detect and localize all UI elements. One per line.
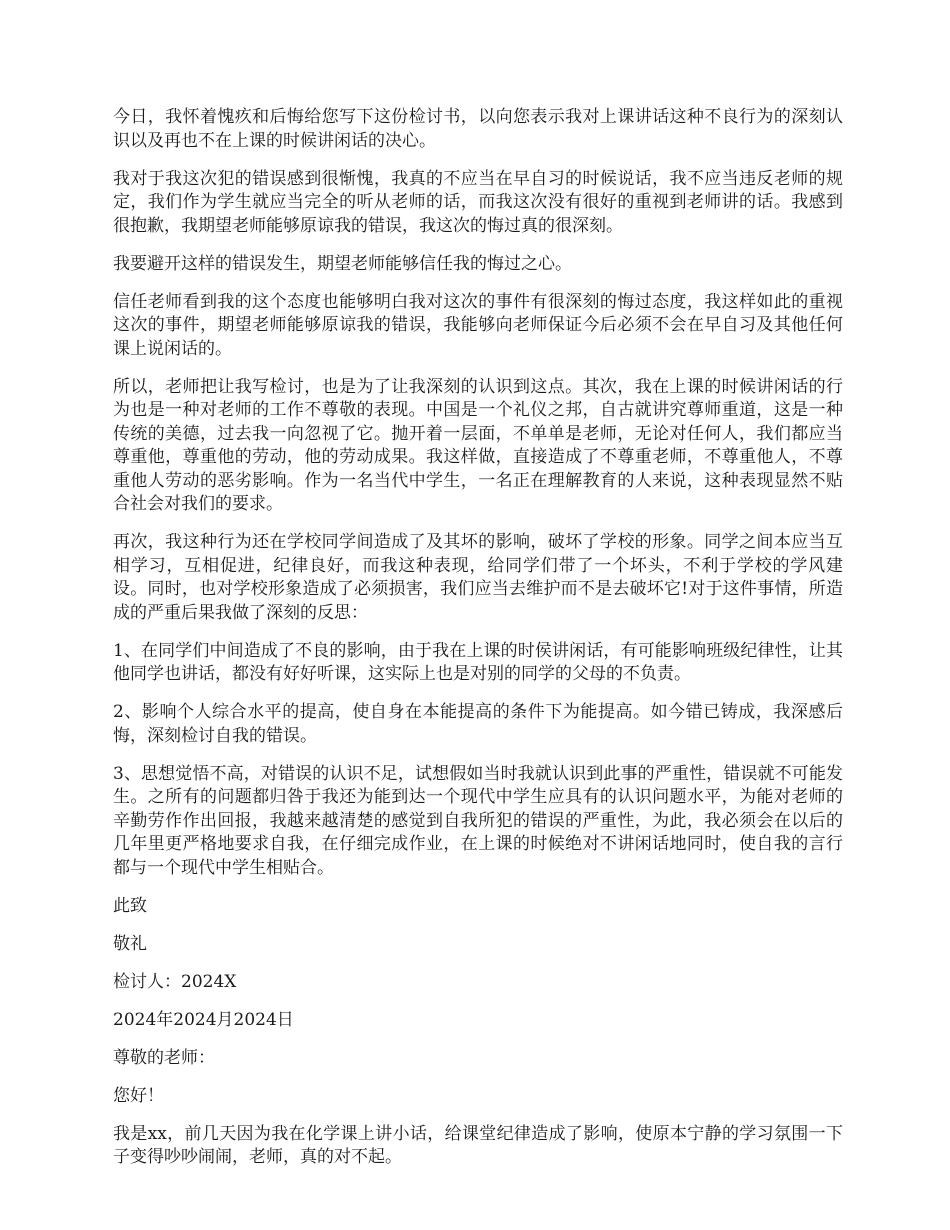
paragraph-avoid-mistake: 我要避开这样的错误发生，期望老师能够信任我的悔过之心。 xyxy=(113,253,572,274)
date-line: 2024年2024月2024日 xyxy=(113,1009,294,1030)
paragraph-intro: 今日，我怀着愧疚和后悔给您写下这份检讨书，以向您表示我对上课讲话这种不良行为的深刻认识以及再也不在上课的时候讲闲话的决心。 xyxy=(113,107,843,151)
paragraph-respect: 所以，老师把让我写检讨，也是为了让我深刻的认识到这点。其次，我在上课的时候讲闲话的行为也是一种对老师的工作不尊敬的表现。中国是一个礼仪之邦，自古就讲究尊师重道，这是一种传统的美德，过去我一向忽视了它。抛开着一层面，不单单是老师，无论对任何人，我们都应当尊重他，尊重他的劳动，他的劳动成果。我这样做，直接造成了不尊重老师，不尊重他人，不尊重他人劳动的恶劣影响。作为一名当代中学生，一名正在理解教育的人来说，这种表现显然不贴合社会对我们的要求。 xyxy=(113,376,843,514)
paragraph-apology: 我对于我这次犯的错误感到很惭愧，我真的不应当在早自习的时候说话，我不应当违反老师的规定，我们作为学生就应当完全的听从老师的话，而我这次没有很好的重视到老师讲的话。我感到很抱歉，我期望老师能够原谅我的错误，我这次的悔过真的很深刻。 xyxy=(113,168,843,236)
closing-salutation: 此致 xyxy=(113,895,147,916)
paragraph-point-1: 1、在同学们中间造成了不良的影响，由于我在上课的时侯讲闲话，有可能影响班级纪律性，让其他同学也讲话，都没有好好听课，这实际上也是对别的同学的父母的不负责。 xyxy=(113,640,843,684)
paragraph-point-3: 3、思想觉悟不高，对错误的认识不足，试想假如当时我就认识到此事的严重性，错误就不可能发生。之所有的问题都归咎于我还为能到达一个现代中学生应具有的认识问题水平，为能对老师的辛勤劳作作出回报，我越来越清楚的感觉到自我所犯的错误的严重性，为此，我必须会在以后的几年里更严格地要求自我，在仔细完成作业，在上课的时候绝对不讲闲话地同时，使自我的言行都与一个现代中学生相贴合。 xyxy=(113,763,843,878)
document-body xyxy=(113,106,843,1184)
paragraph-second-letter-intro: 我是xx，前几天因为我在化学课上讲小话，给课堂纪律造成了影响，使原本宁静的学习氛围一下子变得吵吵闹闹，老师，真的对不起。 xyxy=(113,1123,843,1167)
paragraph-point-2: 2、影响个人综合水平的提高，使自身在本能提高的条件下为能提高。如今错已铸成，我深感后悔，深刻检讨自我的错误。 xyxy=(113,702,843,746)
closing-regards: 敬礼 xyxy=(113,933,147,954)
greeting-teacher: 尊敬的老师： xyxy=(113,1047,215,1068)
paragraph-trust: 信任老师看到我的这个态度也能够明白我对这次的事件有很深刻的悔过态度，我这样如此的重视这次的事件，期望老师能够原谅我的错误，我能够向老师保证今后必须不会在早自习及其他任何课上说闲话的。 xyxy=(113,291,843,359)
greeting-hello: 您好！ xyxy=(113,1085,164,1106)
signature-line: 检讨人：2024X xyxy=(113,971,237,992)
paragraph-school-image: 再次，我这种行为还在学校同学间造成了及其坏的影响，破坏了学校的形象。同学之间本应当互相学习，互相促进，纪律良好，而我这种表现，给同学们带了一个坏头，不利于学校的学风建设。同时，也对学校形象造成了必须损害，我们应当去维护而不是去破坏它!对于这件事情，所造成的严重后果我做了深刻的反思： xyxy=(113,532,843,623)
